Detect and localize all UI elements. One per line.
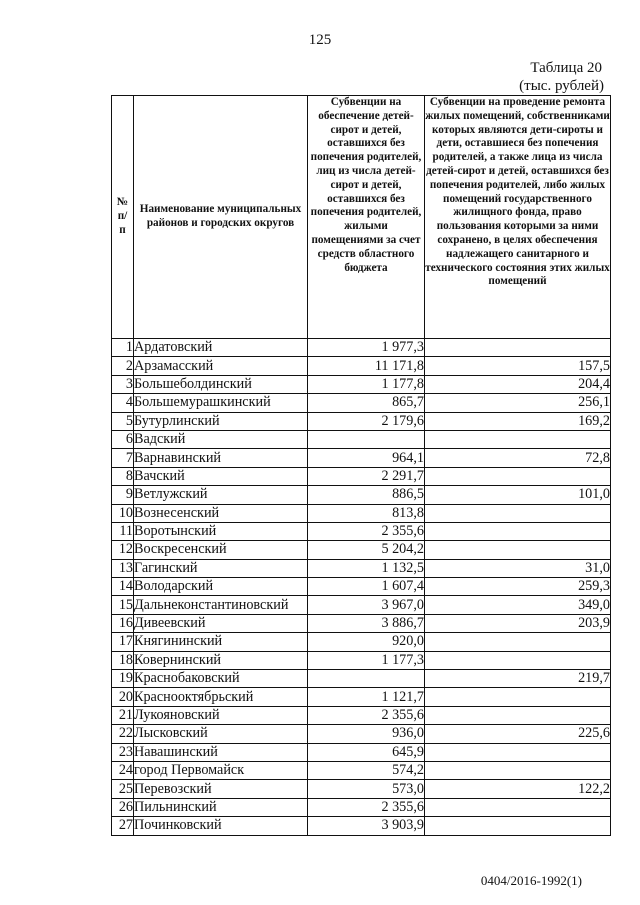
subvention-repair-value: 203,9 xyxy=(425,614,611,632)
document-code: 0404/2016-1992(1) xyxy=(480,873,582,888)
header-number-text: № п/п xyxy=(116,196,129,236)
subvention-housing-value: 2 355,6 xyxy=(308,798,425,816)
row-number: 7 xyxy=(112,449,134,467)
subvention-housing-value: 886,5 xyxy=(308,486,425,504)
subvention-repair-value xyxy=(425,522,611,540)
table-body xyxy=(112,339,611,836)
subvention-repair-value xyxy=(425,633,611,651)
row-number: 21 xyxy=(112,706,134,724)
row-number: 6 xyxy=(112,430,134,448)
table-row xyxy=(112,706,611,724)
district-name: Ковернинский xyxy=(134,651,308,669)
table-row xyxy=(112,614,611,632)
subvention-housing-value: 2 355,6 xyxy=(308,522,425,540)
subvention-housing-value: 1 607,4 xyxy=(308,578,425,596)
district-name: Ветлужский xyxy=(134,486,308,504)
subvention-repair-value: 122,2 xyxy=(425,780,611,798)
district-name: Перевозский xyxy=(134,780,308,798)
district-name: Вадский xyxy=(134,430,308,448)
subvention-repair-value xyxy=(425,430,611,448)
header-col2: Субвенции на проведение ремонта жилых помещений, собственниками которых являются дети-сироты и дети, оставшиеся без попечения родителей, а также лица из числа детей-сирот и детей, оставшихся без попечения родителей, либо жилых помещений государственного жилищного фонда, право пользования которыми за ними сохранено, в целях обеспечения надлежащего санитарного и технического состояния этих жилых помещений xyxy=(425,96,611,339)
subvention-repair-value: 256,1 xyxy=(425,394,611,412)
row-number: 22 xyxy=(112,725,134,743)
table-row xyxy=(112,817,611,835)
row-number: 19 xyxy=(112,670,134,688)
row-number: 5 xyxy=(112,412,134,430)
subvention-repair-value: 72,8 xyxy=(425,449,611,467)
district-name: Воскресенский xyxy=(134,541,308,559)
subvention-repair-value xyxy=(425,504,611,522)
district-name: Гагинский xyxy=(134,559,308,577)
table-row xyxy=(112,798,611,816)
table-row xyxy=(112,412,611,430)
subvention-repair-value xyxy=(425,651,611,669)
district-name: Лысковский xyxy=(134,725,308,743)
row-number: 2 xyxy=(112,357,134,375)
subvention-repair-value: 31,0 xyxy=(425,559,611,577)
subvention-housing-value: 11 171,8 xyxy=(308,357,425,375)
table-row xyxy=(112,504,611,522)
district-name: Краснобаковский xyxy=(134,670,308,688)
table-row xyxy=(112,670,611,688)
subvention-repair-value xyxy=(425,761,611,779)
row-number: 15 xyxy=(112,596,134,614)
subvention-repair-value xyxy=(425,541,611,559)
subvention-housing-value: 3 967,0 xyxy=(308,596,425,614)
subvention-housing-value: 813,8 xyxy=(308,504,425,522)
row-number: 8 xyxy=(112,467,134,485)
table-row xyxy=(112,761,611,779)
district-name: Большемурашкинский xyxy=(134,394,308,412)
district-name: Арзамасский xyxy=(134,357,308,375)
district-name: Вознесенский xyxy=(134,504,308,522)
subvention-repair-value xyxy=(425,798,611,816)
header-number xyxy=(112,96,134,339)
subvention-housing-value: 1 132,5 xyxy=(308,559,425,577)
row-number: 20 xyxy=(112,688,134,706)
district-name: Лукояновский xyxy=(134,706,308,724)
table-row xyxy=(112,375,611,393)
row-number: 14 xyxy=(112,578,134,596)
row-number: 16 xyxy=(112,614,134,632)
subvention-repair-value: 349,0 xyxy=(425,596,611,614)
row-number: 3 xyxy=(112,375,134,393)
subvention-repair-value: 157,5 xyxy=(425,357,611,375)
subvention-housing-value: 1 177,8 xyxy=(308,375,425,393)
subvention-housing-value: 964,1 xyxy=(308,449,425,467)
row-number: 1 xyxy=(112,339,134,357)
subvention-repair-value: 259,3 xyxy=(425,578,611,596)
table-row xyxy=(112,357,611,375)
subvention-repair-value xyxy=(425,817,611,835)
table-row xyxy=(112,578,611,596)
district-name: Дальнеконстантиновский xyxy=(134,596,308,614)
row-number: 17 xyxy=(112,633,134,651)
district-name: Пильнинский xyxy=(134,798,308,816)
row-number: 11 xyxy=(112,522,134,540)
subvention-repair-value xyxy=(425,467,611,485)
row-number: 12 xyxy=(112,541,134,559)
district-name: город Первомайск xyxy=(134,761,308,779)
row-number: 23 xyxy=(112,743,134,761)
table-row xyxy=(112,541,611,559)
district-name: Краснооктябрьский xyxy=(134,688,308,706)
row-number: 24 xyxy=(112,761,134,779)
subvention-housing-value: 645,9 xyxy=(308,743,425,761)
subvention-repair-value: 101,0 xyxy=(425,486,611,504)
row-number: 13 xyxy=(112,559,134,577)
table-row xyxy=(112,394,611,412)
table-row xyxy=(112,449,611,467)
district-name: Воротынский xyxy=(134,522,308,540)
row-number: 9 xyxy=(112,486,134,504)
district-name: Варнавинский xyxy=(134,449,308,467)
subvention-housing-value: 5 204,2 xyxy=(308,541,425,559)
header-col1: Субвенции на обеспечение детей-сирот и детей, оставшихся без попечения родителей, лиц из числа детей-сирот и детей, оставшихся без попечения родителей, жилыми помещениями за счет средств областного бюджета xyxy=(308,96,425,339)
table-row xyxy=(112,651,611,669)
subvention-housing-value: 3 903,9 xyxy=(308,817,425,835)
table-row xyxy=(112,725,611,743)
table-units: (тыс. рублей) xyxy=(519,78,604,94)
district-name: Починковский xyxy=(134,817,308,835)
subvention-housing-value: 2 355,6 xyxy=(308,706,425,724)
table-row xyxy=(112,522,611,540)
subvention-housing-value: 573,0 xyxy=(308,780,425,798)
table-row xyxy=(112,430,611,448)
subvention-housing-value: 1 121,7 xyxy=(308,688,425,706)
table-row xyxy=(112,633,611,651)
district-name: Володарский xyxy=(134,578,308,596)
row-number: 10 xyxy=(112,504,134,522)
row-number: 27 xyxy=(112,817,134,835)
subvention-housing-value: 2 291,7 xyxy=(308,467,425,485)
table-row xyxy=(112,467,611,485)
subvention-repair-value xyxy=(425,339,611,357)
subvention-housing-value: 1 977,3 xyxy=(308,339,425,357)
subvention-repair-value: 225,6 xyxy=(425,725,611,743)
table-row xyxy=(112,780,611,798)
subvention-housing-value: 920,0 xyxy=(308,633,425,651)
subvention-housing-value: 574,2 xyxy=(308,761,425,779)
row-number: 25 xyxy=(112,780,134,798)
table-row xyxy=(112,596,611,614)
row-number: 26 xyxy=(112,798,134,816)
subvention-housing-value: 1 177,3 xyxy=(308,651,425,669)
subvention-housing-value: 3 886,7 xyxy=(308,614,425,632)
table-row xyxy=(112,743,611,761)
subvention-repair-value: 219,7 xyxy=(425,670,611,688)
subvention-repair-value xyxy=(425,688,611,706)
row-number: 18 xyxy=(112,651,134,669)
subvention-housing-value: 936,0 xyxy=(308,725,425,743)
page-number: 125 xyxy=(308,32,332,48)
subventions-table xyxy=(111,95,611,836)
district-name: Большеболдинский xyxy=(134,375,308,393)
table-header-row xyxy=(112,96,611,339)
district-name: Дивеевский xyxy=(134,614,308,632)
subvention-housing-value: 865,7 xyxy=(308,394,425,412)
district-name: Вачский xyxy=(134,467,308,485)
table-row xyxy=(112,688,611,706)
subvention-housing-value: 2 179,6 xyxy=(308,412,425,430)
district-name: Бутурлинский xyxy=(134,412,308,430)
subvention-repair-value: 169,2 xyxy=(425,412,611,430)
table-title: Таблица 20 xyxy=(530,60,602,76)
subvention-repair-value: 204,4 xyxy=(425,375,611,393)
header-name: Наименование муниципальных районов и городских округов xyxy=(134,96,308,339)
district-name: Навашинский xyxy=(134,743,308,761)
subvention-repair-value xyxy=(425,743,611,761)
subvention-housing-value xyxy=(308,430,425,448)
district-name: Ардатовский xyxy=(134,339,308,357)
district-name: Княгининский xyxy=(134,633,308,651)
table-row xyxy=(112,486,611,504)
subvention-repair-value xyxy=(425,706,611,724)
row-number: 4 xyxy=(112,394,134,412)
table-row xyxy=(112,339,611,357)
subvention-housing-value xyxy=(308,670,425,688)
table-row xyxy=(112,559,611,577)
